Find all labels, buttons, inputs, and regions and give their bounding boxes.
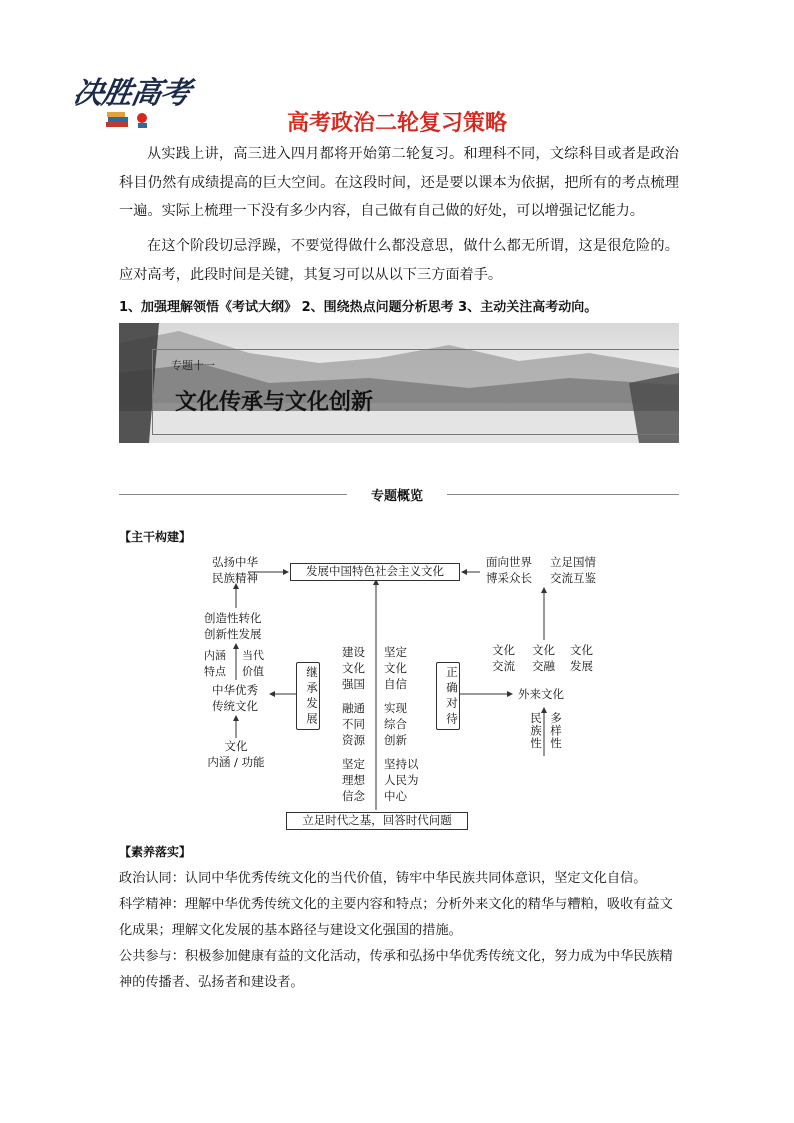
overview-divider-right [447,494,679,495]
mid-col-2: 坚定 文化 自信 [384,645,407,691]
intro-points: 1、加强理解领悟《考试大纲》 2、围绕热点问题分析思考 3、主动关注高考动向。 [119,300,598,315]
topic-banner [119,323,679,443]
overview-divider-left [119,494,347,495]
left-core-text: 中华优秀 传统文化 [212,683,258,713]
literacy-political: 政治认同：认同中华优秀传统文化的当代价值，铸牢中华民族共同体意识，坚定文化自信。 [119,871,647,886]
section-literacy: 【素养落实】 [119,845,192,859]
right-row-1: 文化 交流 [492,643,515,673]
left-mid-text: 创造性转化 创新性发展 [204,611,262,641]
right-top-a: 面向世界 博采众长 [486,555,532,585]
page-title: 高考政治二轮复习策略 [286,111,507,136]
mid-col-4: 实现 综合 创新 [384,701,407,747]
right-row-2: 文化 交融 [532,643,555,673]
correct-box: 正确对待 [436,662,460,730]
bottom-box: 立足时代之基，回答时代问题 [286,812,468,830]
center-top-box: 发展中国特色社会主义文化 [290,563,460,581]
intro-paragraph-2: 在这个阶段切忌浮躁，不要觉得做什么都没意思，做什么都无所谓，这是很危险的。应对高考，此段时间是关键，其复习可以从以下三方面着手。 [119,238,679,283]
banner-heading: 文化传承与文化创新 [175,390,374,415]
left-pair-b: 当代 价值 [242,649,264,678]
right-bottom-b: 多样性 [549,712,563,750]
logo-text: 决胜高考 [70,76,193,111]
literacy-text [119,866,679,996]
mid-col-1: 建设 文化 强国 [342,645,365,691]
banner-topic: 专题十一 [171,359,215,372]
mid-col-3: 融通 不同 资源 [342,701,365,747]
intro-paragraph-1: 从实践上讲，高三进入四月都将开始第二轮复习。和理科不同，文综科目或者是政治科目仍然有成绩提高的巨大空间。在这段时间，还是要以课本为依据，把所有的考点梳理一遍。实际上梳理一下没有多少内容，自己做有自己做的好处，可以增强记忆能力。 [119,146,679,219]
inherit-box: 继承发展 [296,662,320,730]
right-row-3: 文化 发展 [570,643,593,673]
literacy-public: 公共参与：积极参加健康有益的文化活动，传承和弘扬中华优秀传统文化，努力成为中华民族精神的传播者、弘扬者和建设者。 [119,949,673,990]
overview-label: 专题概览 [370,489,423,504]
foreign-text: 外来文化 [518,687,564,701]
left-bottom-text: 文化 内涵 / 功能 [207,739,265,769]
concept-diagram [190,548,620,838]
right-bottom-a: 民族性 [529,712,543,750]
mid-col-5: 坚定 理想 信念 [342,757,365,803]
left-pair-a: 内涵 特点 [204,649,226,678]
section-trunk: 【主干构建】 [119,530,192,544]
literacy-science: 科学精神：理解中华优秀传统文化的主要内容和特点；分析外来文化的精华与糟粕，吸收有益文化成果；理解文化发展的基本路径与建设文化强国的措施。 [119,897,673,938]
left-top-text: 弘扬中华 民族精神 [212,555,258,585]
right-top-b: 立足国情 交流互鉴 [550,555,596,585]
mid-col-6: 坚持以 人民为 中心 [384,757,419,803]
